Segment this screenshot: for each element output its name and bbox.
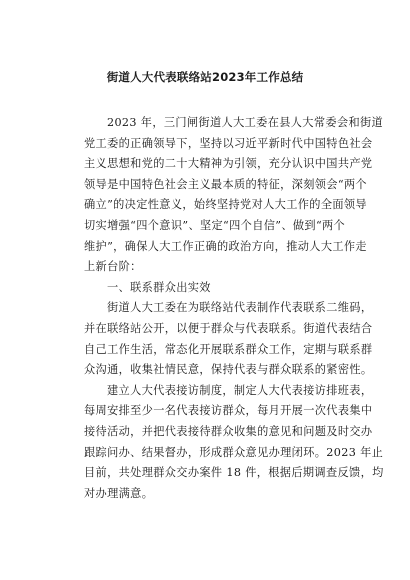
paragraph-line: 跟踪问办、结果督办，形成群众意见办理闭环。2023 年止 [84, 445, 384, 459]
paragraph-line: 上新台阶： [84, 260, 142, 274]
paragraph-line: 自己工作生活，常态化开展联系群众工作，定期与联系群 [84, 342, 373, 356]
paragraph-line: 确立”的决定性意义，始终坚持党对人大工作的全面领导 [84, 198, 367, 212]
paragraph-line: 领导是中国特色社会主义最本质的特征，深刻领会“两个 [84, 177, 367, 191]
paragraph-line: 维护”，确保人大工作正确的政治方向，推动人大工作走 [84, 239, 367, 253]
document-title: 街道人大代表联络站2023年工作总结 [106, 70, 304, 84]
paragraph-line: 目前，共处理群众交办案件 18 件，根据后期调查反馈，均 [84, 466, 384, 480]
paragraph-line: 建立人大代表接访制度，制定人大代表接访排班表， [107, 383, 373, 397]
paragraph-line: 对办理满意。 [84, 486, 154, 500]
paragraph-line: 党工委的正确领导下，坚持以习近平新时代中国特色社会 [84, 136, 373, 150]
paragraph-line: 每周安排至少一名代表接访群众，每月开展一次代表集中 [84, 404, 373, 418]
paragraph-line: 主义思想和党的二十大精神为引领，充分认识中国共产党 [84, 157, 373, 171]
paragraph-line: 2023 年，三门闸街道人大工委在县人大常委会和街道 [107, 116, 384, 129]
paragraph-line: 切实增强“四个意识”、坚定“四个自信”、做到“两个 [84, 218, 346, 232]
document-body [84, 113, 384, 504]
paragraph-line: 接待活动，并把代表接待群众收集的意见和问题及时交办 [84, 424, 373, 438]
paragraph-line: 街道人大工委在为联络站代表制作代表联系二维码， [107, 301, 373, 315]
paragraph-line: 众沟通，收集社情民意，保持代表与群众联系的紧密性。 [84, 363, 373, 377]
section-heading: 一、联系群众出实效 [107, 280, 211, 294]
paragraph-line: 并在联络站公开，以便于群众与代表联系。街道代表结合 [84, 321, 373, 335]
